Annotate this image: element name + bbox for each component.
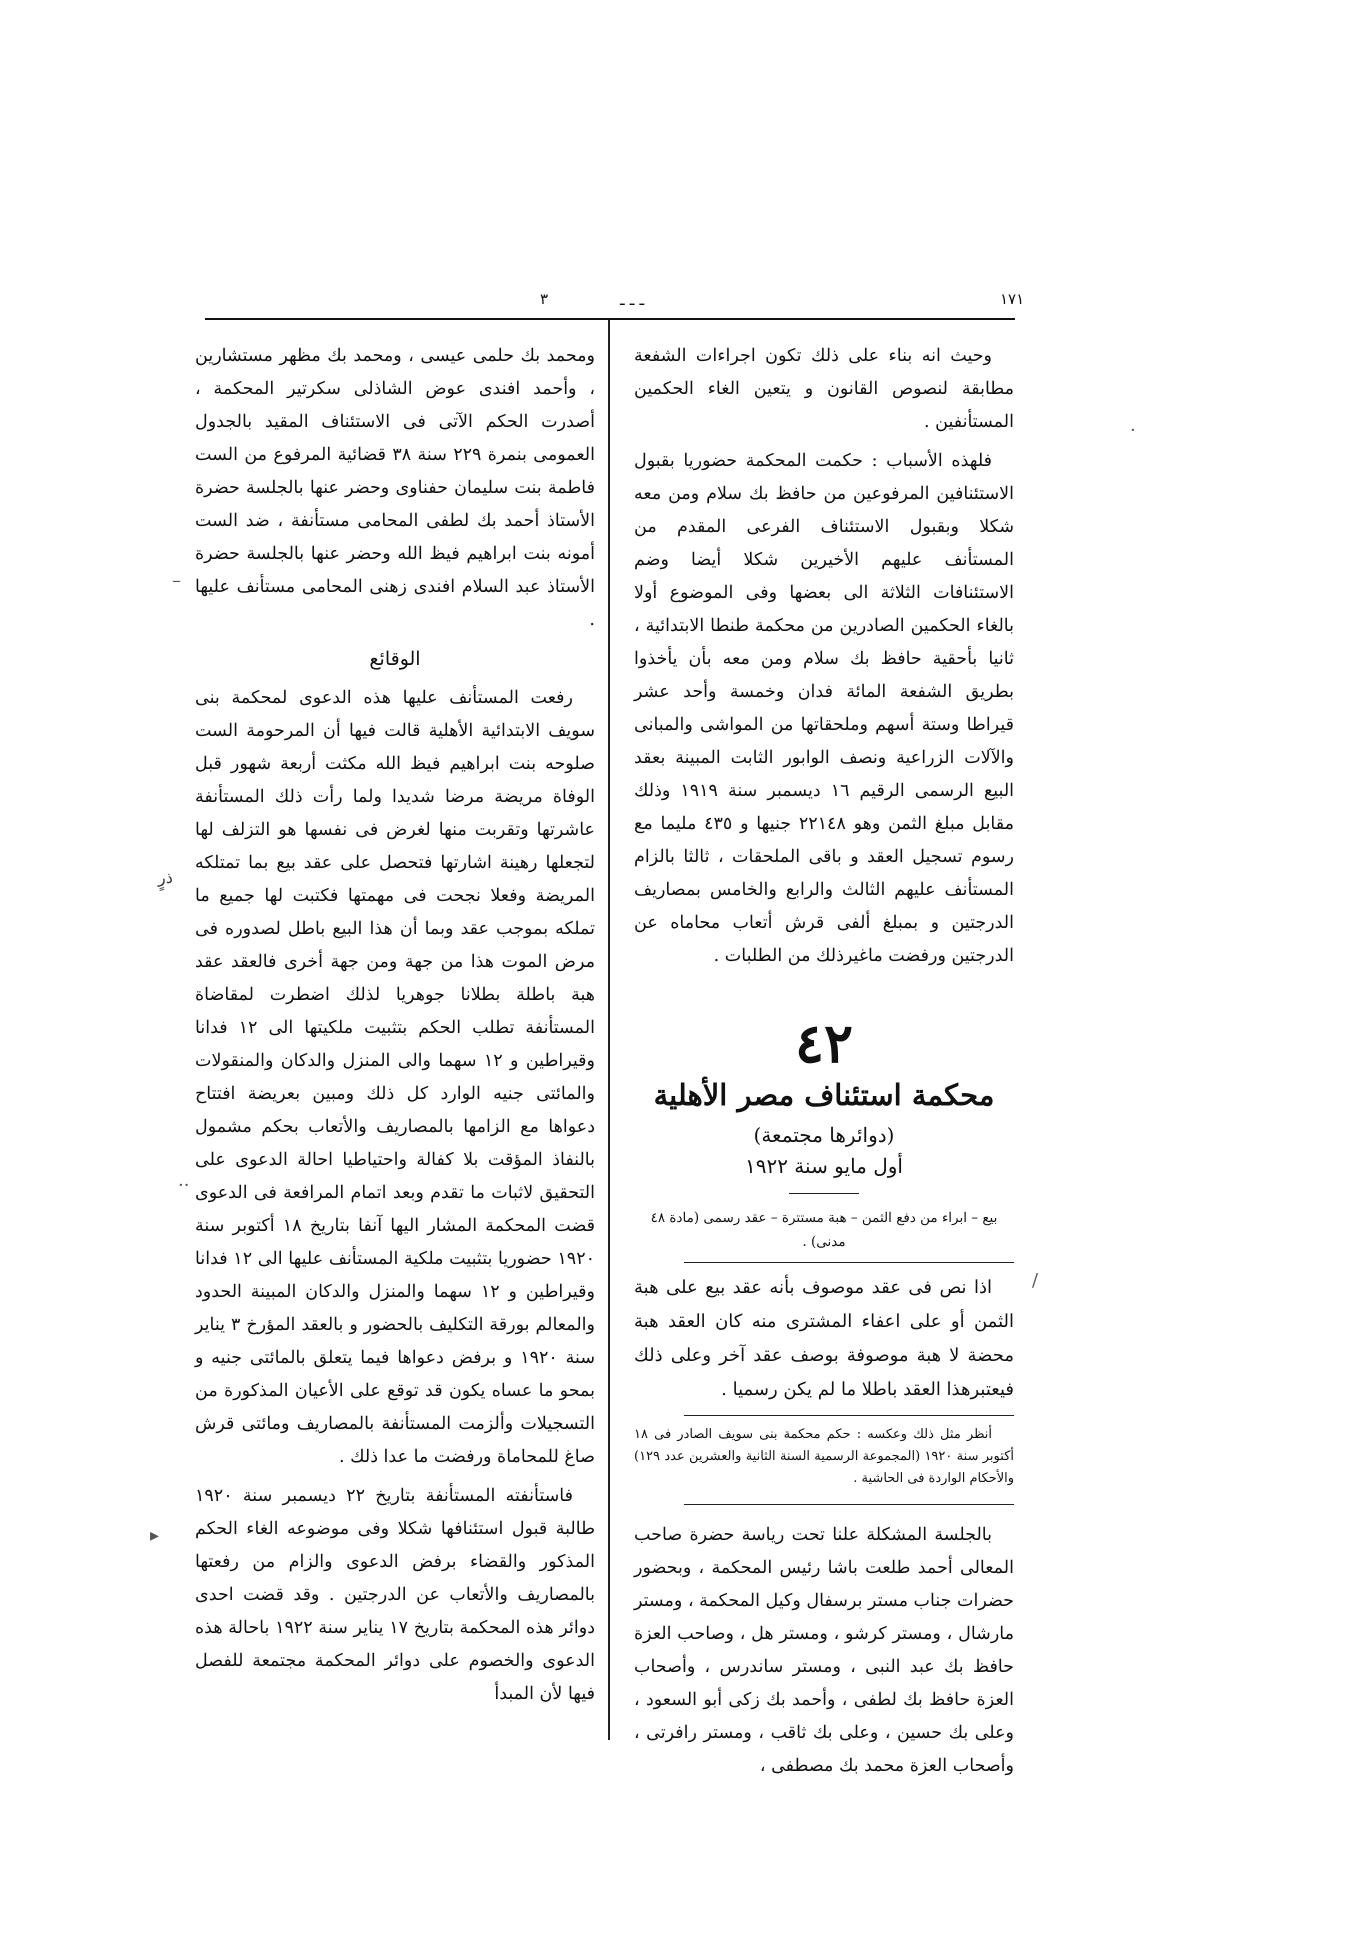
paragraph: فاستأنفته المستأنفة بتاريخ ٢٢ ديسمبر سنة ١٩٢٠ طالبة قبول استئنافها شكلا وفى موضوعه الغاء الحكم المذكور والقضاء برفض الدعوى والزام من رفعتها بالمصاريف والأتعاب عن الدرجتين . وقد قضت احدى دوائر هذه المحكمة بتاريخ ١٧ يناير سنة ١٩٢٢ باحالة هذه الدعوى والخصوم على دوائر المحكمة مجتمعة للفصل فيها لأن المبدأ bbox=[195, 1486, 595, 1704]
margin-dot: · bbox=[1130, 420, 1136, 441]
column-divider bbox=[608, 320, 610, 1740]
divider bbox=[684, 1262, 1014, 1263]
right-column bbox=[634, 340, 1014, 1789]
judgment-date: أول مايو سنة ١٩٢٢ bbox=[744, 1154, 903, 1178]
divider bbox=[684, 1415, 1014, 1416]
headnote: اذا نص فى عقد موصوف بأنه عقد بيع على هبة الثمن أو على اعفاء المشترى منه كان العقد هبة محضة لا هبة موصوفة بوصف عقد آخر وعلى ذلك فيعتبرهذا العقد باطلا ما لم يكن رسميا . bbox=[634, 1277, 1014, 1400]
court-chambers: (دوائرها مجتمعة) bbox=[753, 1123, 895, 1147]
paragraph: رفعت المستأنف عليها هذه الدعوى لمحكمة بنى سويف الابتدائية الأهلية قالت فيها أن المرحومة الست صلوحه بنت ابراهيم فيظ الله مكثت أربعة شهور قبل الوفاة مريضة مرضا شديدا ولما رأت ذلك المستأنفة عاشرتها وتقربت منها لغرض فى نفسها هو التزلف لها لتجعلها رهينة اشارتها فتحصل على عقد بيع بما تمتلكه المريضة وفعلا نجحت فى مهمتها فكتبت لها جميع ما تملكه بموجب عقد وبما أن هذا البيع باطل لصدوره فى مرض الموت هذا من جهة ومن جهة أخرى فالعقد عقد هبة باطلة بطلانا جوهريا لذلك اضطرت لمقاضاة المستأنفة تطلب الحكم بتثبيت ملكيتها الى ١٢ فدانا وقيراطين و ١٢ سهما والى المنزل والدكان والمنقولات والمائتى جنيه الوارد كل ذلك ومبين بعريضة افتتاح دعواها مع الزامها بالمصاريف والأتعاب بحكم مشمول بالنفاذ المؤقت بلا كفالة واحتياطيا احالة الدعوى على التحقيق لاثبات ما تقدم وبعد اتمام المرافعة فى الدعوى قضت المحكمة المشار اليها آنفا بتاريخ ١٨ أكتوبر سنة ١٩٢٠ حضوريا بتثبيت ملكية المستأنف عليها الى ١٢ فدانا وقيراطين و ١٢ سهما والمنزل والدكان المبينة الحدود والمعالم بورقة التكليف بالحضور و بالعقد المؤرخ ٣ يناير سنة ١٩٢٠ و برفض دعواها فيما يتعلق بالمائتى جنيه و بمحو ما عساه يكون قد توقع على الأعيان المذكورة من التسجيلات وألزمت المستأنفة بالمصاريف ومائتى قرش صاغ للمحاماة ورفضت ما عدا ذلك . bbox=[195, 688, 595, 1467]
margin-dot: ·· bbox=[178, 1175, 190, 1196]
keywords-line: بيع – ابراء من دفع الثمن – هبة مستترة – عقد رسمى (مادة ٤٨ مدنى) . bbox=[650, 1210, 998, 1250]
paragraph: وحيث انه بناء على ذلك تكون اجراءات الشفعة مطابقة لنصوص القانون و يتعين الغاء الحكمين المستأنفين . bbox=[634, 346, 1014, 432]
page-number-right: ١٧١ bbox=[1000, 290, 1025, 308]
margin-dot: ▸ bbox=[150, 1525, 160, 1546]
paragraph: بالجلسة المشكلة علنا تحت رياسة حضرة صاحب المعالى أحمد طلعت باشا رئيس المحكمة ، وبحضور حضرات جناب مستر برسفال وكيل المحكمة ، ومستر مارشال ، ومستر كرشو ، ومستر هل ، وصاحب العزة حافظ بك عبد النبى ، ومستر ساندرس ، وأصحاب العزة حافظ بك لطفى ، وأحمد بك زكى أبو السعود ، وعلى بك حسين ، وعلى بك ثاقب ، ومستر رافرتى ، وأصحاب العزة محمد بك مصطفى ، bbox=[634, 1525, 1014, 1776]
margin-note: ذرٍ bbox=[158, 868, 173, 887]
divider bbox=[789, 1193, 859, 1194]
divider bbox=[684, 1504, 1014, 1505]
paragraph: فلهذه الأسباب : حكمت المحكمة حضوريا بقبول الاستئنافين المرفوعين من حافظ بك سلام ومن معه شكلا وبقبول الاستئناف الفرعى المقدم من المستأنف عليهم الأخيرين شكلا أيضا وضم الاستئنافات الثلاثة الى بعضها وفى الموضوع أولا بالغاء الحكمين الصادرين من محكمة طنطا الابتدائية ، ثانيا بأحقية حافظ بك سلام ومن معه بأن يأخذوا بطريق الشفعة المائة فدان وخمسة وأحد عشر قيراطا وستة أسهم وملحقاتها من المواشى والمبانى والآلات الزراعية ونصف الوابور الثابت المبينة بعقد البيع الرسمى الرقيم ١٦ ديسمبر سنة ١٩١٩ وذلك مقابل مبلغ الثمن وهو ٢٢١٤٨ جنيها و ٤٣٥ مليما مع رسوم تسجيل العقد و باقى الملحقات ، ثالثا بالزام المستأنف عليهم الثالث والرابع والخامس بمصاريف الدرجتين و بمبلغ ألفى قرش أتعاب محاماه عن الدرجتين ورفضت ماغيرذلك من الطلبات . bbox=[634, 451, 1015, 966]
court-name: محكمة استئناف مصر الأهلية bbox=[653, 1078, 995, 1112]
section-heading: الوقائع bbox=[369, 648, 421, 670]
margin-dot: – bbox=[172, 570, 181, 591]
header-rule bbox=[205, 318, 1015, 320]
paragraph: ومحمد بك حلمى عيسى ، ومحمد بك مظهر مستشارين ، وأحمد افندى عوض الشاذلى سكرتير المحكمة ، أصدرت الحكم الآتى فى الاستئناف المقيد بالجدول العمومى بنمرة ٢٢٩ سنة ٣٨ قضائية المرفوع من الست فاطمة بنت سليمان حفناوى وحضر عنها بالجلسة حضرة الأستاذ أحمد بك لطفى المحامى مستأنفة ، ضد الست أمونه بنت ابراهيم فيظ الله وحضر عنها بالجلسة حضرة الأستاذ عبد السلام افندى زهنى المحامى مستأنف عليها . bbox=[195, 346, 595, 630]
case-number: ٤٢ bbox=[794, 1011, 853, 1075]
footnote: أنظر مثل ذلك وعكسه : حكم محكمة بنى سويف الصادر فى ١٨ أكتوبر سنة ١٩٢٠ (المجموعة الرسمية السنة الثانية والعشرين عدد ١٢٩) والأحكام الواردة فى الحاشية . bbox=[634, 1427, 1014, 1486]
margin-dot: / bbox=[1032, 1270, 1039, 1291]
header-marks: ـ ـ ـ bbox=[620, 290, 645, 309]
page-number-center: ٣ bbox=[540, 290, 549, 308]
left-column bbox=[195, 340, 595, 1717]
